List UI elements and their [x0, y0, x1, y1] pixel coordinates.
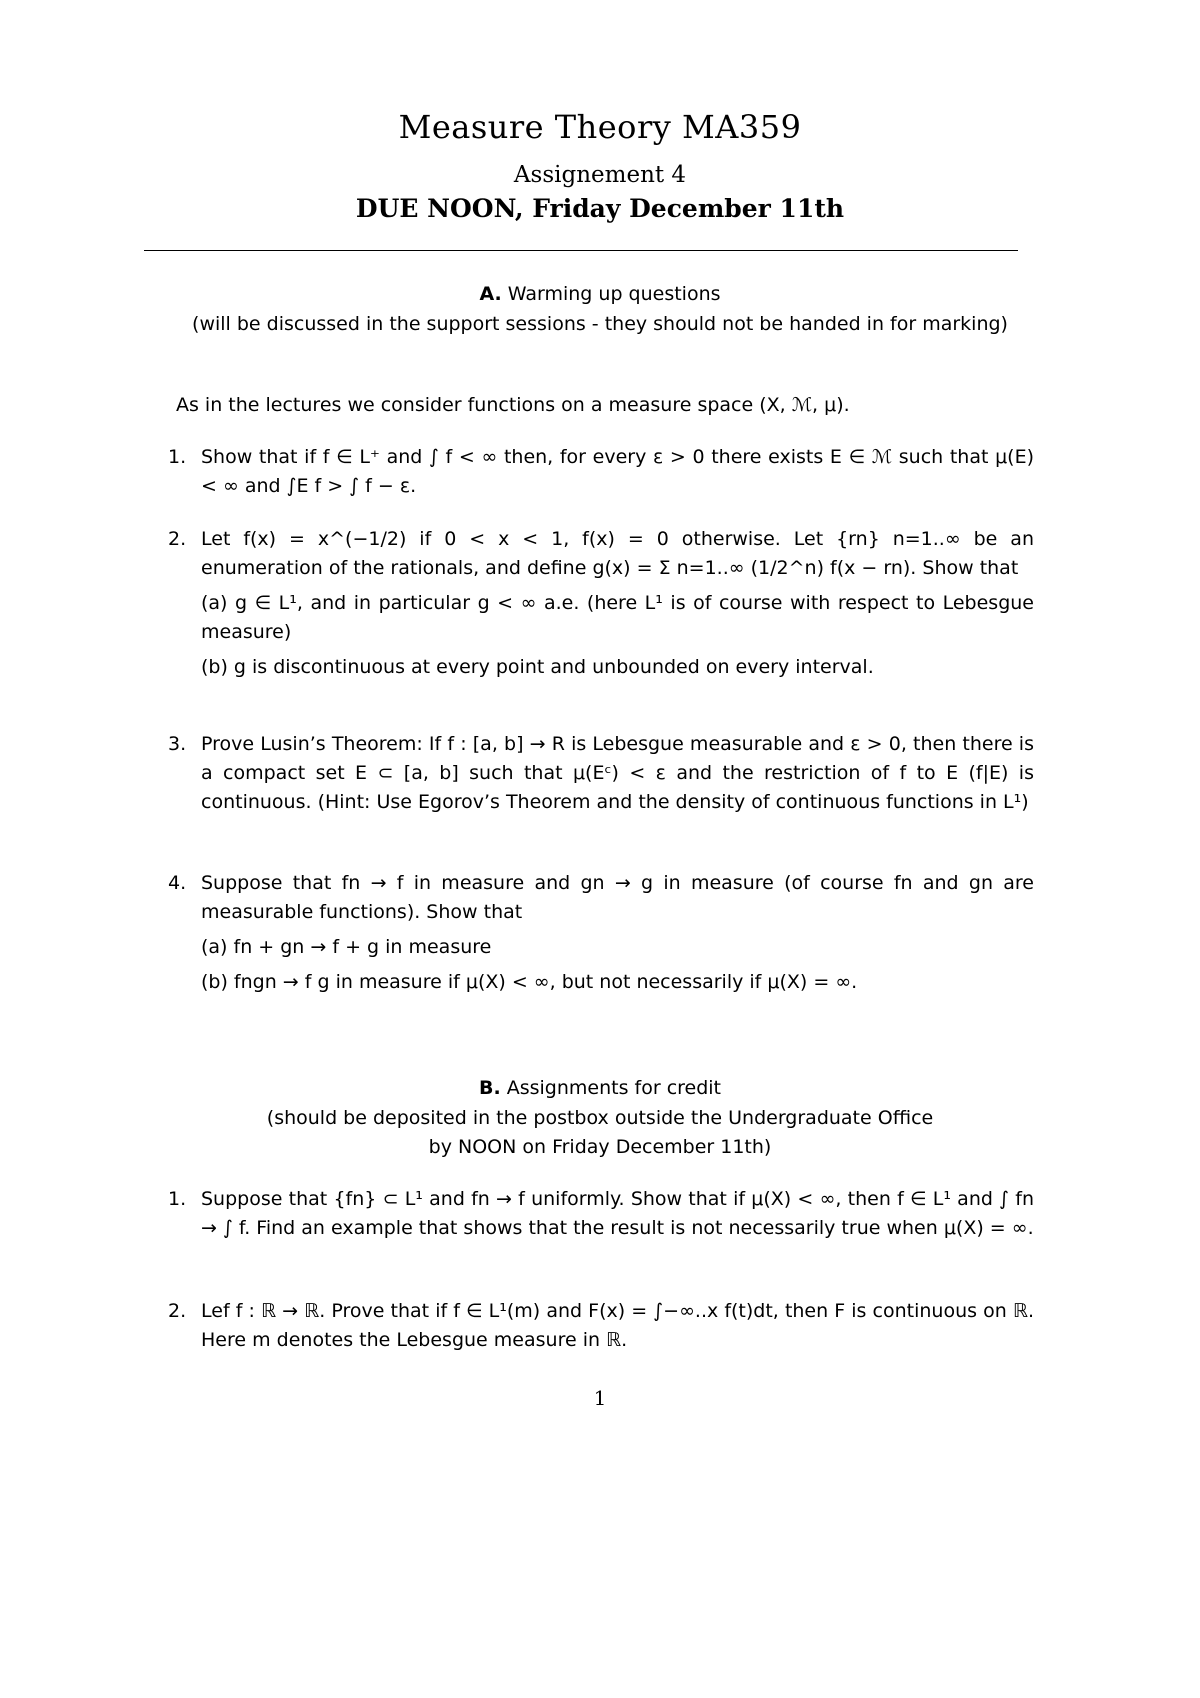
document-title: Measure Theory MA359	[398, 108, 802, 146]
section-b-note-line-1: (should be deposited in the postbox outside the Undergraduate Office	[266, 1107, 934, 1129]
section-a-heading	[0, 279, 1200, 309]
question-number: 2.	[168, 528, 187, 550]
section-a-title: Warming up questions	[507, 283, 721, 305]
section-b-question-1	[168, 1185, 1034, 1243]
question-number: 2.	[168, 1300, 187, 1322]
question-number: 4.	[168, 872, 187, 894]
section-b-title: Assignments for credit	[506, 1077, 722, 1099]
question-number: 3.	[168, 733, 187, 755]
section-a-letter: A.	[479, 283, 502, 305]
question-part-a: (a) fn + gn → f + g in measure	[201, 936, 492, 958]
question-text: Suppose that {fn} ⊂ L¹ and fn → f uniformly. Show that if μ(X) < ∞, then f ∈ L¹ and ∫ fn → ∫ f. Find an example that shows that the result is not necessarily true when μ(X) = ∞.	[201, 1188, 1034, 1239]
question-part-b: (b) g is discontinuous at every point and unbounded on every interval.	[201, 656, 874, 678]
section-a-question-4	[168, 869, 1034, 997]
section-a-intro: As in the lectures we consider functions on a measure space (X, ℳ, μ).	[176, 394, 850, 416]
question-part-a: (a) g ∈ L¹, and in particular g < ∞ a.e. (here L¹ is of course with respect to Lebesgue measure)	[201, 592, 1034, 643]
question-number: 1.	[168, 446, 187, 468]
section-a-note: (will be discussed in the support sessions - they should not be handed in for marking)	[192, 313, 1008, 335]
due-date: DUE NOON, Friday December 11th	[355, 194, 845, 223]
question-text: Suppose that fn → f in measure and gn → g in measure (of course fn and gn are measurable functions). Show that	[201, 872, 1034, 923]
page-number: 1	[593, 1386, 607, 1410]
document-subtitle: Assignement 4	[513, 162, 687, 188]
section-b-heading	[0, 1073, 1200, 1103]
header-rule	[144, 250, 1018, 251]
section-b-note-line-2: by NOON on Friday December 11th)	[428, 1136, 772, 1158]
section-b-question-2	[168, 1297, 1034, 1355]
section-a-question-2	[168, 525, 1034, 682]
question-text: Prove Lusin’s Theorem: If f : [a, b] → R is Lebesgue measurable and ε > 0, then there is a compact set E ⊂ [a, b] such that μ(Eᶜ) < ε and the restriction of f to E (f|E) is continuous. (Hint: Use Egorov’s Theorem and the density of continuous functions in L¹)	[201, 733, 1034, 813]
section-b-letter: B.	[478, 1077, 501, 1099]
question-text: Lef f : ℝ → ℝ. Prove that if f ∈ L¹(m) and F(x) = ∫−∞..x f(t)dt, then F is continuous on ℝ. Here m denotes the Lebesgue measure in ℝ.	[201, 1300, 1034, 1351]
section-a-question-1	[168, 443, 1034, 501]
question-text: Show that if f ∈ L⁺ and ∫ f < ∞ then, for every ε > 0 there exists E ∈ ℳ such that μ(E) < ∞ and ∫E f > ∫ f − ε.	[201, 446, 1034, 497]
question-number: 1.	[168, 1188, 187, 1210]
section-a-question-3	[168, 730, 1034, 817]
question-text: Let f(x) = x^(−1/2) if 0 < x < 1, f(x) = 0 otherwise. Let {rn} n=1..∞ be an enumeration of the rationals, and define g(x) = Σ n=1..∞ (1/2^n) f(x − rn). Show that	[201, 528, 1034, 579]
question-part-b: (b) fngn → f g in measure if μ(X) < ∞, but not necessarily if μ(X) = ∞.	[201, 971, 858, 993]
